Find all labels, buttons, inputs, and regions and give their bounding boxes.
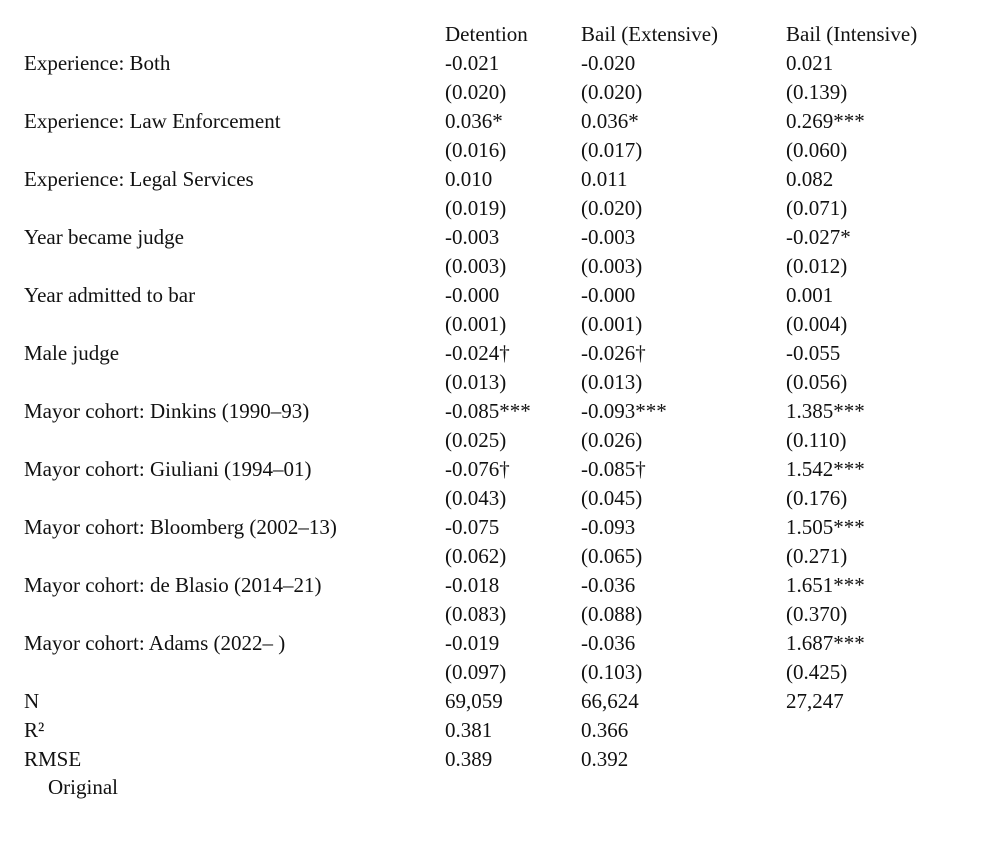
stat-value: 69,059 xyxy=(445,689,503,713)
coefficient-cell: 1.651*** xyxy=(786,573,865,597)
row-label: Mayor cohort: Adams (2022– ) xyxy=(24,631,286,655)
std-error-cell: (0.020) xyxy=(581,80,643,104)
std-error-cell: (0.016) xyxy=(445,138,507,162)
column-header: Bail (Extensive) xyxy=(581,22,719,46)
std-error-cell: (0.019) xyxy=(445,196,507,220)
stat-label: R² xyxy=(24,718,45,742)
coefficient-cell: -0.024† xyxy=(445,341,510,365)
coefficient-cell: -0.036 xyxy=(581,573,636,597)
coefficient-cell: 0.082 xyxy=(786,167,834,191)
coefficient-cell: 0.001 xyxy=(786,283,834,307)
table-caption: Original xyxy=(48,775,118,799)
std-error-cell: (0.062) xyxy=(445,544,507,568)
row-label: Mayor cohort: Giuliani (1994–01) xyxy=(24,457,312,481)
std-error-cell: (0.012) xyxy=(786,254,848,278)
std-error-cell: (0.025) xyxy=(445,428,507,452)
coefficient-cell: 0.036* xyxy=(445,109,503,133)
std-error-cell: (0.370) xyxy=(786,602,848,626)
coefficient-cell: 0.011 xyxy=(581,167,628,191)
coefficient-cell: -0.055 xyxy=(786,341,841,365)
column-header: Bail (Intensive) xyxy=(786,22,918,46)
std-error-cell: (0.003) xyxy=(445,254,507,278)
coefficient-cell: -0.027* xyxy=(786,225,851,249)
row-label: Mayor cohort: Dinkins (1990–93) xyxy=(24,399,310,423)
row-label: Mayor cohort: de Blasio (2014–21) xyxy=(24,573,322,597)
row-label: Experience: Legal Services xyxy=(24,167,254,191)
coefficient-cell: 1.542*** xyxy=(786,457,865,481)
stat-label: N xyxy=(24,689,40,713)
coefficient-cell: 1.505*** xyxy=(786,515,865,539)
std-error-cell: (0.060) xyxy=(786,138,848,162)
coefficient-cell: -0.036 xyxy=(581,631,636,655)
std-error-cell: (0.139) xyxy=(786,80,848,104)
coefficient-cell: 0.036* xyxy=(581,109,639,133)
std-error-cell: (0.013) xyxy=(581,370,643,394)
stat-value: 66,624 xyxy=(581,689,639,713)
std-error-cell: (0.004) xyxy=(786,312,848,336)
stat-value: 0.392 xyxy=(581,747,629,771)
coefficient-cell: -0.075 xyxy=(445,515,500,539)
row-label: Year admitted to bar xyxy=(24,283,196,307)
std-error-cell: (0.176) xyxy=(786,486,848,510)
std-error-cell: (0.043) xyxy=(445,486,507,510)
std-error-cell: (0.056) xyxy=(786,370,848,394)
coefficient-cell: 1.385*** xyxy=(786,399,865,423)
std-error-cell: (0.065) xyxy=(581,544,643,568)
std-error-cell: (0.110) xyxy=(786,428,847,452)
coefficient-cell: 1.687*** xyxy=(786,631,865,655)
coefficient-cell: -0.085† xyxy=(581,457,646,481)
std-error-cell: (0.103) xyxy=(581,660,643,684)
coefficient-cell: -0.003 xyxy=(445,225,500,249)
coefficient-cell: -0.000 xyxy=(445,283,500,307)
stat-value: 0.389 xyxy=(445,747,493,771)
coefficient-cell: -0.020 xyxy=(581,51,636,75)
std-error-cell: (0.097) xyxy=(445,660,507,684)
coefficient-cell: -0.026† xyxy=(581,341,646,365)
std-error-cell: (0.003) xyxy=(581,254,643,278)
row-label: Experience: Law Enforcement xyxy=(24,109,281,133)
row-label: Male judge xyxy=(24,341,120,365)
std-error-cell: (0.045) xyxy=(581,486,643,510)
stat-value: 27,247 xyxy=(786,689,844,713)
row-label: Experience: Both xyxy=(24,51,171,75)
coefficient-cell: -0.003 xyxy=(581,225,636,249)
std-error-cell: (0.013) xyxy=(445,370,507,394)
std-error-cell: (0.020) xyxy=(581,196,643,220)
stat-value: 0.366 xyxy=(581,718,629,742)
std-error-cell: (0.083) xyxy=(445,602,507,626)
coefficient-cell: -0.018 xyxy=(445,573,500,597)
std-error-cell: (0.017) xyxy=(581,138,643,162)
coefficient-cell: -0.000 xyxy=(581,283,636,307)
coefficient-cell: 0.010 xyxy=(445,167,493,191)
coefficient-cell: 0.021 xyxy=(786,51,834,75)
column-header: Detention xyxy=(445,22,528,46)
stat-value: 0.381 xyxy=(445,718,493,742)
coefficient-cell: -0.021 xyxy=(445,51,500,75)
row-label: Mayor cohort: Bloomberg (2002–13) xyxy=(24,515,337,539)
std-error-cell: (0.071) xyxy=(786,196,848,220)
coefficient-cell: -0.019 xyxy=(445,631,500,655)
coefficient-cell: -0.076† xyxy=(445,457,510,481)
std-error-cell: (0.001) xyxy=(445,312,507,336)
stat-label: RMSE xyxy=(24,747,82,771)
coefficient-cell: -0.093*** xyxy=(581,399,667,423)
coefficient-cell: 0.269*** xyxy=(786,109,865,133)
std-error-cell: (0.020) xyxy=(445,80,507,104)
coefficient-cell: -0.085*** xyxy=(445,399,531,423)
std-error-cell: (0.088) xyxy=(581,602,643,626)
std-error-cell: (0.271) xyxy=(786,544,848,568)
std-error-cell: (0.425) xyxy=(786,660,848,684)
std-error-cell: (0.026) xyxy=(581,428,643,452)
row-label: Year became judge xyxy=(24,225,184,249)
coefficient-cell: -0.093 xyxy=(581,515,636,539)
std-error-cell: (0.001) xyxy=(581,312,643,336)
